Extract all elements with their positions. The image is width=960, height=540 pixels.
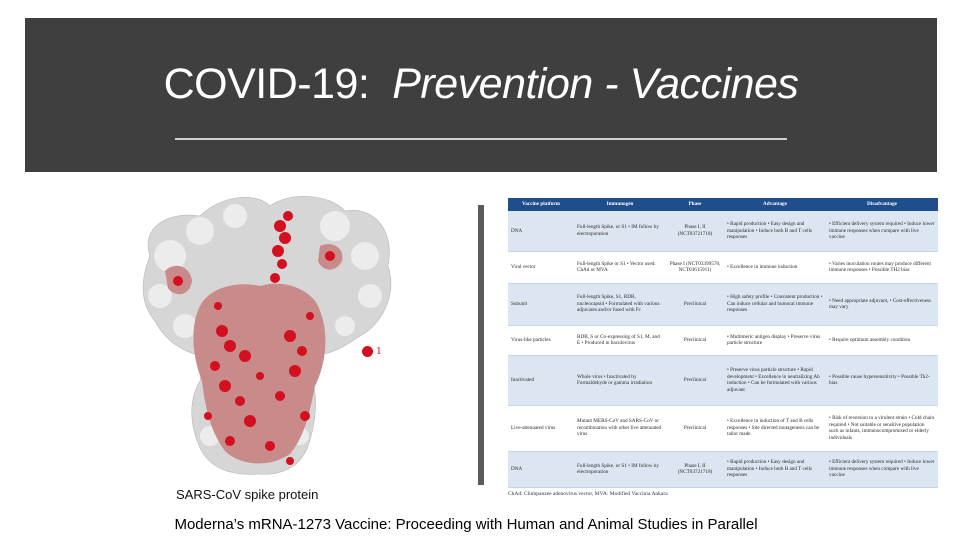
title-band	[25, 18, 937, 172]
vaccine-table	[508, 198, 938, 488]
protein-caption: SARS-CoV spike protein	[176, 487, 319, 502]
slide-title	[25, 60, 937, 109]
title-underline	[175, 138, 787, 140]
cell-immunogen: Mutant MERS-CoV and SARS-CoV or recombination with other live attenuated virus	[574, 405, 666, 451]
cell-immunogen: RDB, S or Co-expressing of S1, M, and E • Produced in baculovirus	[574, 325, 666, 355]
vaccine-table-image	[508, 198, 938, 497]
cell-advantage: • Rapid production • Easy design and manipulation • Induce both B and T cells responses	[724, 451, 826, 487]
cell-disadvantage: • Need appropriate adjuvant, • Cost-effectiveness may vary	[826, 283, 938, 325]
title-italic: Prevention - Vaccines	[392, 60, 799, 108]
table-row	[508, 211, 938, 251]
cell-disadvantage: • Risk of reversion to a virulent strain • Cold chain required • Not suitable or sensitive population such as infants, immunocompromised or elderly individuals	[826, 405, 938, 451]
cell-phase: Phase I, II (NCT03721718)	[666, 211, 724, 251]
cell-advantage: • High safety profile • Consistent production • Can induce cellular and humoral immune responses	[724, 283, 826, 325]
cell-immunogen: Full-length Spike, or S1 • IM follow by electroporation	[574, 451, 666, 487]
header-advantage: Advantage	[724, 198, 826, 211]
legend-dot	[362, 346, 373, 357]
cell-phase: Preclinical	[666, 405, 724, 451]
table-row	[508, 451, 938, 487]
table-row	[508, 283, 938, 325]
title-main: COVID-19:	[163, 60, 370, 108]
bottom-caption: Moderna’s mRNA-1273 Vaccine: Proceeding with Human and Animal Studies in Parallel	[174, 516, 758, 533]
cell-phase: Phase I (NCT03399578, NCT03615911)	[666, 251, 724, 283]
cell-advantage: • Excellence in immune induction	[724, 251, 826, 283]
cell-disadvantage: • Efficient delivery system required • Induce lower immune responses when compare with live vaccine	[826, 451, 938, 487]
cell-immunogen: Full-length Spike or S1 • Vector used: ChAd or MVA	[574, 251, 666, 283]
table-footnote: ChAd: Chimpanzee adenovirus vector, MVA: Modified Vaccinia Ankara	[508, 490, 668, 497]
header-platform: Vaccine platform	[508, 198, 574, 211]
cell-immunogen: Full-length Spike, or S1 • IM follow by electroporation	[574, 211, 666, 251]
cell-immunogen: Whole virus • Inactivated by Formaldehyde or gamma irradiation	[574, 355, 666, 405]
cell-platform: Subunit	[508, 283, 574, 325]
cell-platform: DNA	[508, 211, 574, 251]
spike-protein-image	[130, 186, 400, 486]
table-row	[508, 251, 938, 283]
cell-advantage: • Excellence in induction of T and B cells responses • Site directed mutagenesis can be tailor made	[724, 405, 826, 451]
cell-advantage: • Preserve virus particle structure • Rapid development • Excellence in neutralizing Ab induction • Can be formulated with various adjuvant	[724, 355, 826, 405]
divider-bar	[478, 205, 484, 485]
header-disadvantage: Disadvantage	[826, 198, 938, 211]
cell-phase: Preclinical	[666, 325, 724, 355]
table-row	[508, 325, 938, 355]
cell-platform: Viral vector	[508, 251, 574, 283]
cell-immunogen: Full-length Spike, S1, RDB, nucleocapsid • Formulated with various adjuvants and/or fused with Fc	[574, 283, 666, 325]
cell-disadvantage: • Varies inoculation routes may produce different immune responses • Possible TH2 bias	[826, 251, 938, 283]
cell-phase: Preclinical	[666, 283, 724, 325]
cell-platform: Live-attenuated virus	[508, 405, 574, 451]
cell-phase: Preclinical	[666, 355, 724, 405]
cell-disadvantage: • Require optimum assembly condition	[826, 325, 938, 355]
legend-label: 1	[376, 345, 382, 357]
cell-platform: Inactivated	[508, 355, 574, 405]
cell-phase: Phase I, II (NCT03721718)	[666, 451, 724, 487]
cell-disadvantage: • Efficient delivery system required • Induce lower immune responses when compare with live vaccine	[826, 211, 938, 251]
cell-platform: DNA	[508, 451, 574, 487]
table-row	[508, 355, 938, 405]
table-row	[508, 405, 938, 451]
table-header-row	[508, 198, 938, 211]
cell-advantage: • Rapid production • Easy design and manipulation • Induce both B and T cells responses	[724, 211, 826, 251]
header-immunogen: Immunogen	[574, 198, 666, 211]
cell-disadvantage: • Possible cause hypersensitivity • Possible Th2-bias	[826, 355, 938, 405]
header-phase: Phase	[666, 198, 724, 211]
cell-platform: Virus-like particles	[508, 325, 574, 355]
cell-advantage: • Multimeric antigen display • Preserve virus particle structure	[724, 325, 826, 355]
